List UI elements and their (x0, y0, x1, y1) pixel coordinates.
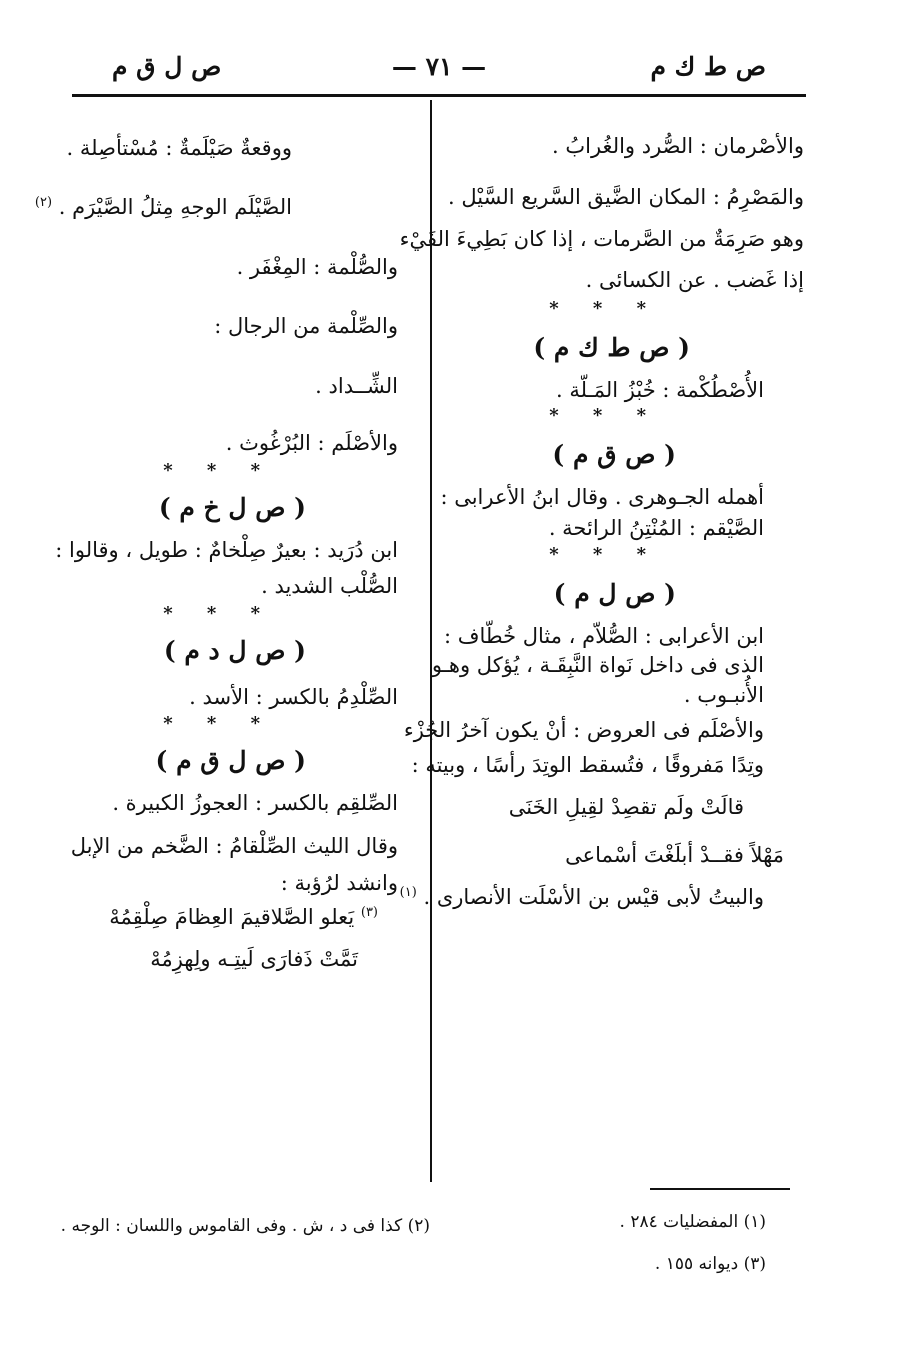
entry-text: والبيتُ لأبى قيْس بن الأسْلَت الأنصارى . (423, 884, 764, 909)
entry-text: الصَّيْلَم الوجهِ مِثلُ الصَّيْرَم . (58, 195, 292, 220)
verse-line: مَهْلاً فقــدْ أبلَغْتَ أسْماعى (565, 842, 784, 867)
entry-line: الصَّيْقم : المُنْتِنُ الرائحة . (548, 516, 764, 541)
entry-line: الصِّلقِم بالكسر : العجوزُ الكبيرة . (112, 790, 398, 815)
section-separator: * * * (163, 712, 274, 734)
entry-line: وهو صَرِمَةٌ من الصَّرمات ، إذا كان بَطِيءَ الفَيْء (399, 226, 804, 251)
entry-line: الأُصْطُكْمة : خُبْزُ المَـلّة . (556, 377, 764, 402)
left-column (34, 120, 418, 971)
entry-line (34, 193, 418, 222)
entry-line: الشِّــداد . (315, 373, 398, 398)
verse-line: قالَتْ ولَم تقصِدْ لقِيلِ الخَنَى (508, 794, 744, 819)
header-rule (72, 94, 806, 97)
entry-line: والصُّلْمة : المِغْفَر . (236, 254, 398, 279)
page-number: — ٧١ — (391, 52, 487, 81)
entry-line: ووقعةٌ صَيْلَمةٌ : مُسْتأصِلة . (66, 136, 292, 160)
section-heading: ( ص ل ق م ) (155, 745, 306, 775)
entry-line: أهمله الجـوهرى . وقال ابنُ الأعرابى : (440, 484, 764, 509)
footnote: (٢) كذا فى د ، ش . وفى القاموس واللسان : الوجه . (60, 1216, 430, 1236)
entry-line: والأصْرمان : الصُّرد والغُرابُ . (552, 134, 804, 158)
section-heading: ( ص ط ك م ) (533, 332, 690, 362)
verse-line (66, 905, 418, 929)
entry-line: الصِّلْدِمُ بالكسر : الأسد . (189, 685, 398, 710)
section-separator: * * * (163, 603, 274, 625)
footnote: (٣) ديوانه ١٥٥ . (654, 1254, 766, 1274)
section-heading: ( ص ق م ) (552, 439, 676, 469)
entry-line: ابن دُرَيد : بعيرٌ صِلْخامٌ : طويل ، وقالوا : (55, 538, 398, 563)
section-separator: * * * (549, 297, 660, 319)
section-separator: * * * (549, 543, 660, 565)
entry-line: وتِدًا مَفروقًا ، فتُسقط الوتِدَ رأسًا ، وبيته : (411, 753, 764, 778)
header-left-title: ص ل ق م (112, 52, 222, 81)
verse-line: تَمَّتْ ذَفارَى لَيتِـه ولِهزِمُهْ (150, 946, 358, 971)
entry-line: والأصْلَم : البُرْغُوث . (225, 430, 398, 455)
entry-line: الصُّلْب الشديد . (261, 573, 398, 598)
entry-line: الأُنبـوب . (683, 682, 764, 707)
footnote-marker: (٢) (34, 195, 53, 211)
page-header (72, 52, 806, 88)
section-separator: * * * (163, 460, 274, 482)
entry-line: والأصْلَم فى العروض : أنْ يكون آخرُ الجُزْء (403, 717, 764, 742)
entry-line: ابن الأعرابى : الصُّلاّم ، مثال خُطّاف : (443, 623, 764, 648)
entry-line (399, 883, 804, 912)
footnote-marker: (٣) (360, 904, 378, 920)
footnote: (١) المفضليات ٢٨٤ . (619, 1212, 766, 1232)
section-heading: ( ص ل د م ) (163, 636, 306, 666)
entry-line: الذى فى داخل نَواة النَّبِقَـة ، يُؤكل وهـو (431, 653, 764, 678)
entry-line: والصِّلْمة من الرجال : (214, 314, 398, 339)
entry-line: وانشد لرُؤبة : (280, 871, 398, 896)
entry-line: والمَصْرِمُ : المكان الضَّيق السَّريع السَّيْل . (448, 185, 804, 210)
right-column (399, 120, 804, 912)
footnote-marker: (١) (399, 884, 417, 900)
entry-line: إذا غَضب . عن الكسائى . (585, 268, 804, 293)
verse-text: يَعلو الصَّلاقيمَ العِظامَ صِلْقِمُهْ (109, 904, 355, 929)
entry-line: وقال الليث الصِّلْقامُ : الضَّخم من الإبل (70, 833, 398, 858)
section-separator: * * * (549, 404, 660, 426)
footnote-rule (650, 1188, 790, 1190)
header-right-title: ص ط ك م (650, 52, 766, 81)
section-heading: ( ص ل خ م ) (158, 493, 306, 523)
column-divider (430, 100, 432, 1182)
section-heading: ( ص ل م ) (553, 578, 676, 608)
